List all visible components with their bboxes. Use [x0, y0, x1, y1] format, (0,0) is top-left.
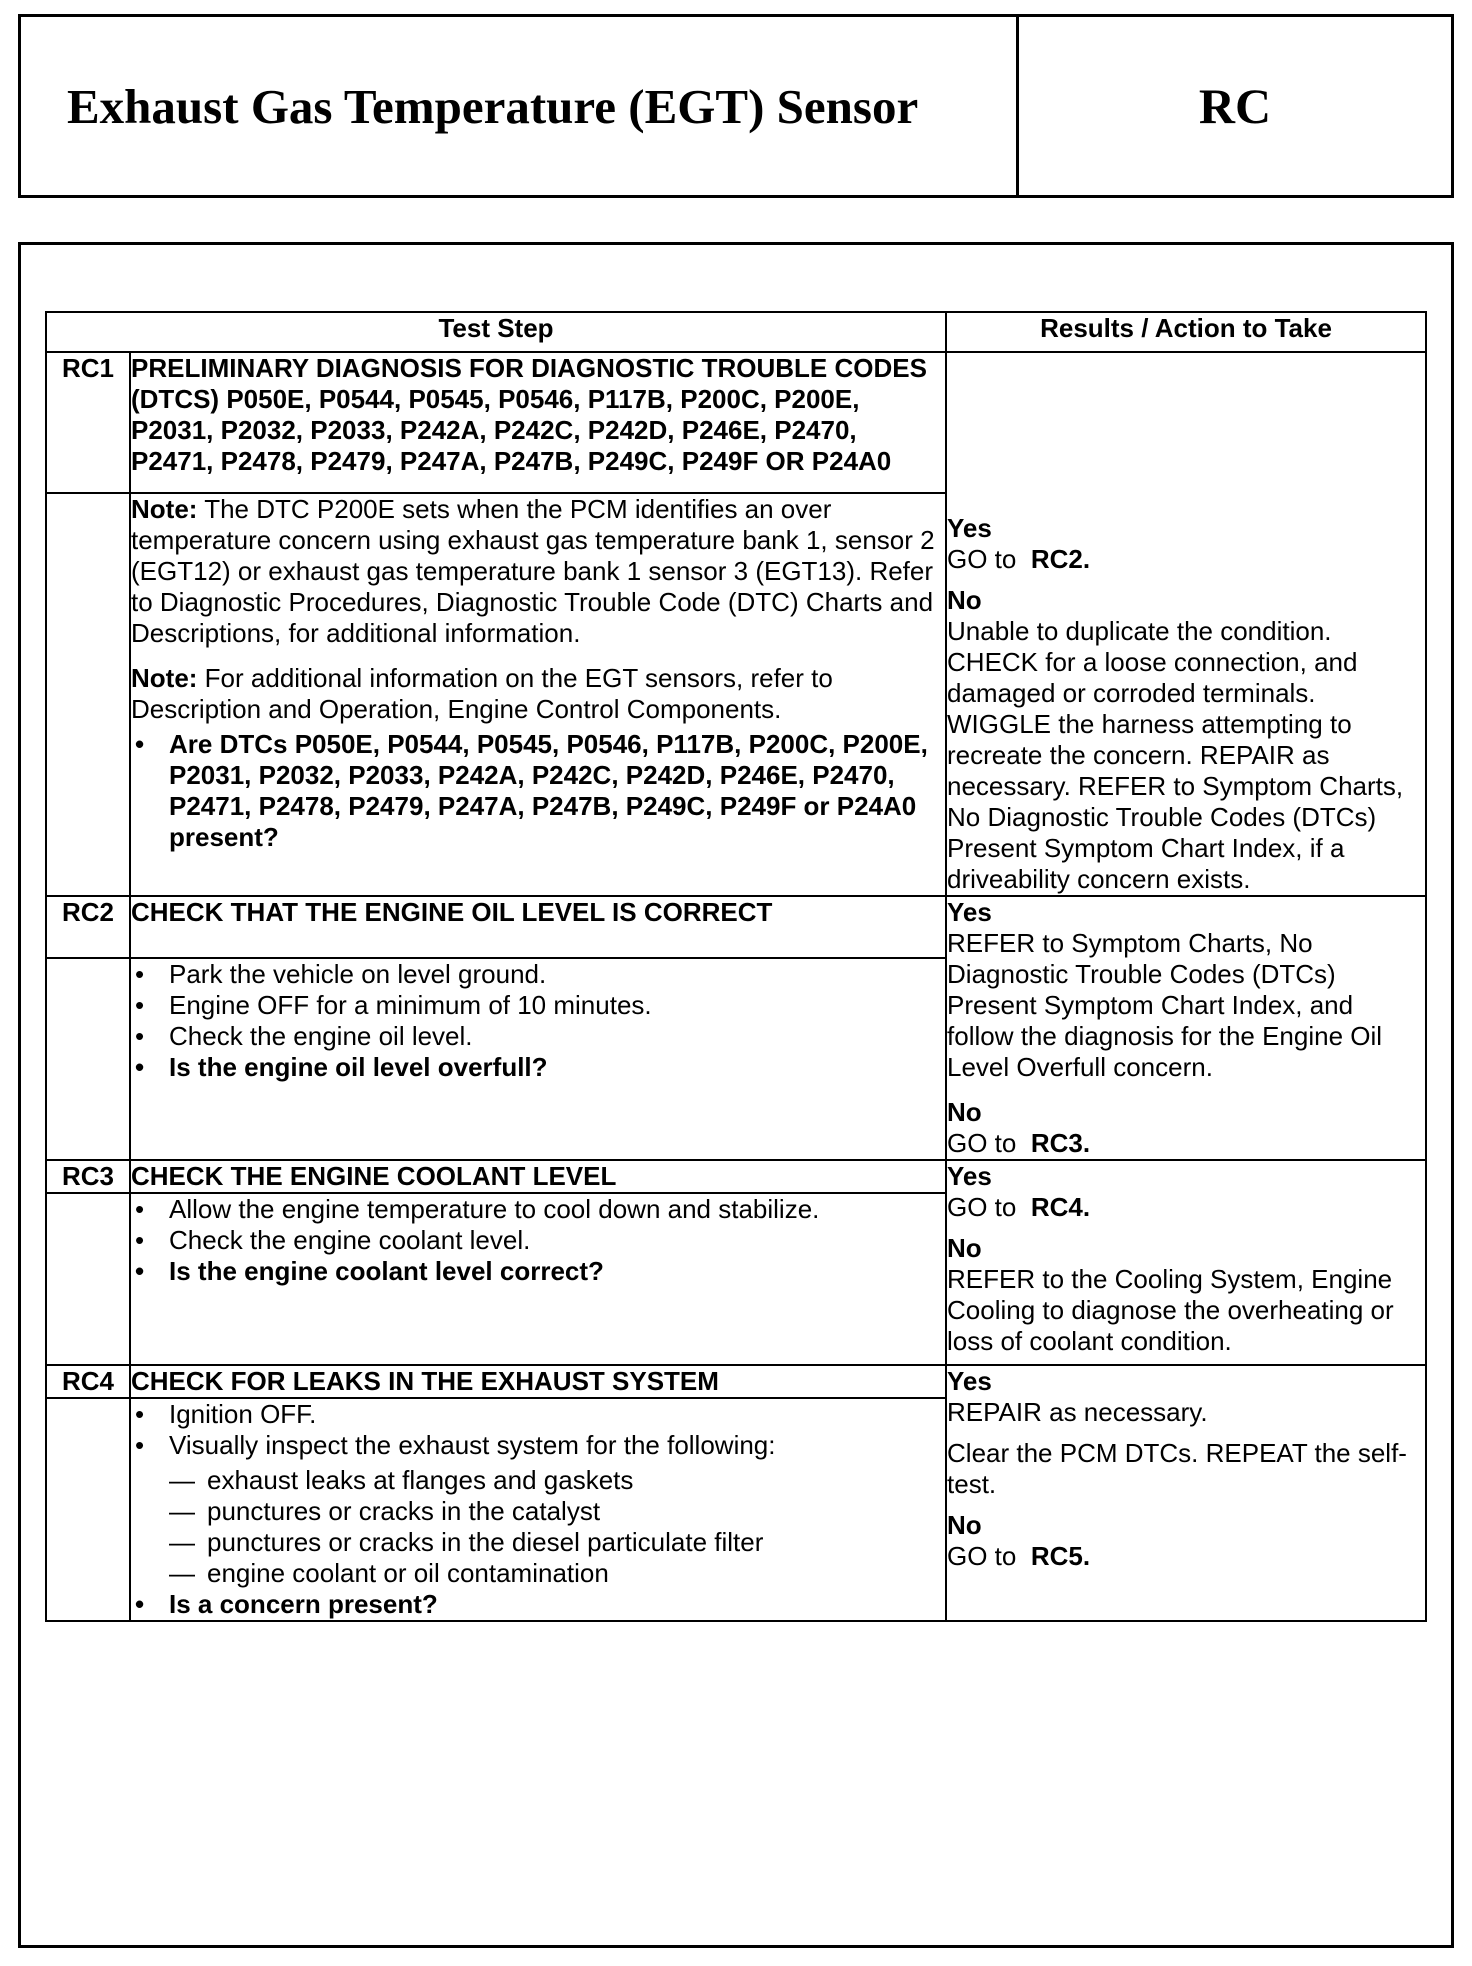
- step-body: [130, 493, 946, 896]
- note-text: The DTC P200E sets when the PCM identifies an over temperature concern using exhaust gas temperature bank 1, sensor 2 (EGT12) or exhaust gas temperature bank 1 sensor 3 (EGT13). Refer to Diagnostic Procedures, Diagnostic Trouble Code (DTC) Charts and Descriptions, for additional information.: [131, 493, 935, 648]
- list-item: • Engine OFF for a minimum of 10 minutes.: [169, 990, 945, 1021]
- goto-link-rc4[interactable]: RC4.: [1030, 1192, 1091, 1222]
- no-action-text: GO to: [947, 1541, 1017, 1571]
- yes-label: Yes: [947, 897, 992, 927]
- step-result: [946, 1365, 1426, 1621]
- yes-label: Yes: [947, 513, 992, 543]
- step-question: • Is the engine oil level overfull?: [169, 1052, 945, 1083]
- list-item: • Check the engine oil level.: [169, 1021, 945, 1052]
- step-id: RC4: [46, 1365, 130, 1398]
- no-action: Unable to duplicate the condition. CHECK for a loose connection, and damaged or corroded terminals. WIGGLE the harness attempting to recreate the concern. REPAIR as necessary. REFER to Symptom Charts, No Diagnostic Trouble Codes (DTCs) Present Symptom Chart Index, if a driveability concern exists.: [947, 616, 1404, 894]
- step-question: • Is a concern present?: [169, 1589, 945, 1620]
- yes-label: Yes: [947, 1366, 992, 1396]
- test-step-table: [45, 311, 1427, 1622]
- note: [131, 663, 945, 725]
- sub-list-item: — punctures or cracks in the diesel particulate filter: [207, 1527, 945, 1558]
- goto-link-rc3[interactable]: RC3.: [1030, 1128, 1091, 1158]
- table-row: [46, 1365, 1426, 1398]
- step-result: [946, 352, 1426, 896]
- main-box: [18, 242, 1454, 1948]
- step-body: [130, 1193, 946, 1365]
- step-id-empty: [46, 1398, 130, 1621]
- col-header-results: Results / Action to Take: [946, 312, 1426, 352]
- list-item: • Check the engine coolant level.: [169, 1225, 945, 1256]
- col-header-test-step: Test Step: [46, 312, 946, 352]
- sub-list-item: — exhaust leaks at flanges and gaskets: [207, 1465, 945, 1496]
- step-id: RC2: [46, 896, 130, 958]
- table-row: [46, 352, 1426, 493]
- step-question: • Is the engine coolant level correct?: [169, 1256, 945, 1287]
- table-header-row: [46, 312, 1426, 352]
- goto-link-rc2[interactable]: RC2.: [1030, 544, 1091, 574]
- step-id-empty: [46, 958, 130, 1160]
- list-item: • Ignition OFF.: [169, 1399, 945, 1430]
- no-label: No: [947, 1510, 982, 1540]
- step-body: [130, 958, 946, 1160]
- list-item: • Allow the engine temperature to cool down and stabilize.: [169, 1194, 945, 1225]
- note: [131, 494, 945, 649]
- note-label: Note:: [131, 493, 198, 524]
- step-list: [131, 1194, 945, 1287]
- no-label: No: [947, 1097, 982, 1127]
- no-label: No: [947, 1233, 982, 1263]
- sub-list: [169, 1465, 945, 1589]
- goto-link-rc5[interactable]: RC5.: [1030, 1541, 1091, 1571]
- yes-action-2: Clear the PCM DTCs. REPEAT the self-test.: [947, 1438, 1407, 1499]
- sub-list-item: — punctures or cracks in the catalyst: [207, 1496, 945, 1527]
- no-action-text: GO to: [947, 1128, 1017, 1158]
- no-action: [947, 1541, 1425, 1572]
- section-code: RC: [1198, 78, 1272, 134]
- table-row: [46, 1160, 1426, 1193]
- yes-action-text: GO to: [947, 1192, 1017, 1222]
- step-id-empty: [46, 493, 130, 896]
- yes-action: [947, 1192, 1425, 1223]
- no-label: No: [947, 585, 982, 615]
- step-id: RC3: [46, 1160, 130, 1193]
- step-list: [131, 959, 945, 1083]
- step-question: • Are DTCs P050E, P0544, P0545, P0546, P117B, P200C, P200E, P2031, P2032, P2033, P242A, P242C, P242D, P246E, P2470, P2471, P2478, P2479, P247A, P247B, P249C, P249F or P24A0 present?: [169, 729, 945, 853]
- page-title: Exhaust Gas Temperature (EGT) Sensor: [21, 17, 1019, 195]
- step-list: [131, 1399, 945, 1620]
- step-body: [130, 1398, 946, 1621]
- no-action: [947, 1128, 1425, 1159]
- yes-action: [947, 544, 1425, 575]
- yes-action-text: GO to: [947, 544, 1017, 574]
- table-row: [46, 896, 1426, 958]
- no-action: REFER to the Cooling System, Engine Cooling to diagnose the overheating or loss of coolant condition.: [947, 1264, 1394, 1356]
- sub-list-item: — engine coolant or oil contamination: [207, 1558, 945, 1589]
- step-id: RC1: [46, 352, 130, 493]
- step-title: CHECK FOR LEAKS IN THE EXHAUST SYSTEM: [130, 1365, 946, 1398]
- list-item: [169, 1430, 945, 1589]
- header-box: [18, 14, 1454, 198]
- yes-label: Yes: [947, 1161, 992, 1191]
- note-label: Note:: [131, 662, 198, 693]
- list-item: • Park the vehicle on level ground.: [169, 959, 945, 990]
- step-title: CHECK THAT THE ENGINE OIL LEVEL IS CORRECT: [130, 896, 946, 958]
- step-title: CHECK THE ENGINE COOLANT LEVEL: [130, 1160, 946, 1193]
- yes-action: REPAIR as necessary.: [947, 1397, 1208, 1427]
- step-result: [946, 1160, 1426, 1365]
- step-title: PRELIMINARY DIAGNOSIS FOR DIAGNOSTIC TROUBLE CODES (DTCS) P050E, P0544, P0545, P0546, P117B, P200C, P200E, P2031, P2032, P2033, P242A, P242C, P242D, P246E, P2470, P2471, P2478, P2479, P247A, P247B, P249C, P249F OR P24A0: [130, 352, 946, 493]
- note-text: For additional information on the EGT sensors, refer to Description and Operation, Engine Control Components.: [131, 662, 833, 724]
- yes-action: REFER to Symptom Charts, No Diagnostic Trouble Codes (DTCs) Present Symptom Chart Index, and follow the diagnosis for the Engine Oil Level Overfull concern.: [947, 928, 1383, 1082]
- step-result: [946, 896, 1426, 1160]
- step-id-empty: [46, 1193, 130, 1365]
- step-list: [131, 729, 945, 853]
- list-item-text: Visually inspect the exhaust system for the following:: [169, 1430, 776, 1460]
